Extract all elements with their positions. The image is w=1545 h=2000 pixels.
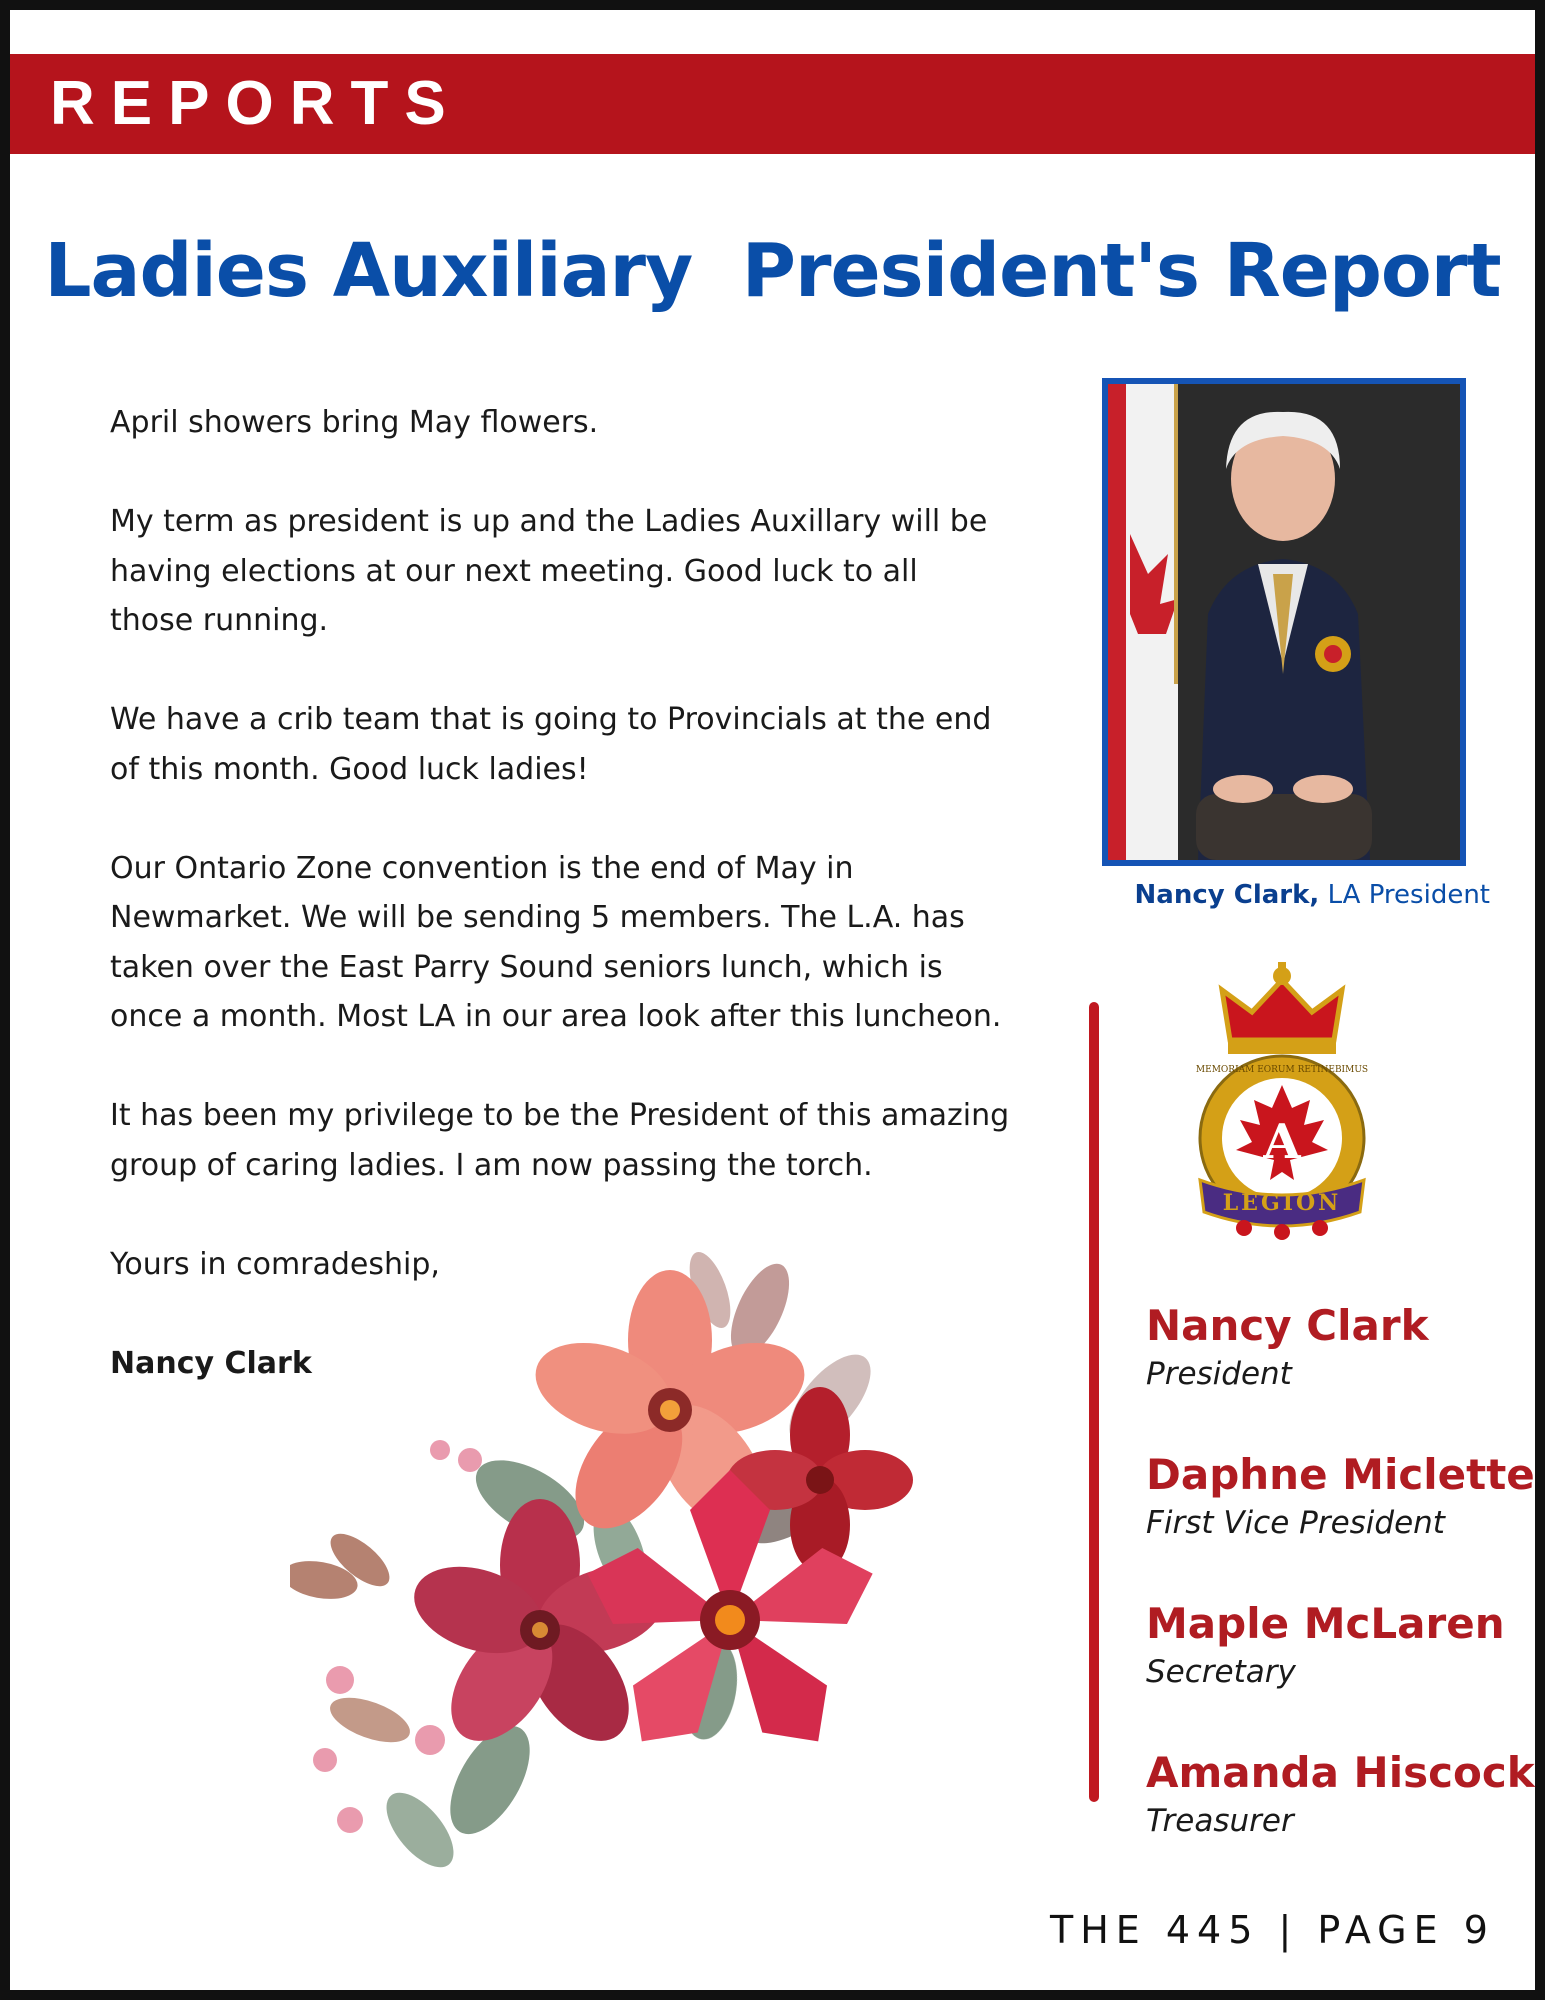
paragraph: April showers bring May flowers. [110,405,599,440]
officer-name: Nancy Clark [1146,1301,1429,1350]
officer-role: Secretary [1146,1654,1296,1690]
watercolor-flowers-illustration [290,1220,1010,1940]
paragraph: Our Ontario Zone convention is the end of May in Newmarket. We will be sending 5 members. The L.A. has taken over the East Parry Sound seniors lunch, which is once a month. Most LA in our area look after this luncheon. [110,850,1002,1034]
caption-role: LA President [1319,880,1490,910]
paragraph: Yours in comradeship, [110,1246,440,1282]
page-footer: THE 445 | PAGE 9 [1050,1908,1495,1952]
crest-letter: A [1263,1114,1301,1170]
officer-role: Treasurer [1146,1803,1294,1839]
officer-entry [1146,1300,1526,1449]
section-label: REPORTS [50,69,462,138]
paragraph: It has been my privilege to be the President of this amazing group of caring ladies. I am now passing the torch. [110,1098,1010,1183]
officer-list [1146,1300,1535,1896]
officer-role: First Vice President [1146,1505,1445,1541]
president-photo [1102,378,1466,866]
officer-name: Amanda Hiscock [1146,1748,1535,1797]
crest-motto: MEMORIAM EORUM RETINEBIMUS [1195,1065,1369,1075]
crest-banner-text: LEGION [1222,1190,1342,1216]
officer-name: Maple McLaren [1146,1599,1505,1648]
portrait-illustration [1108,384,1460,860]
legion-crest-logo [1182,960,1382,1250]
caption-name: Nancy Clark, [1134,880,1320,910]
paragraph: My term as president is up and the Ladies Auxillary will be having elections at our next meeting. Good luck to all those running. [110,504,988,638]
paragraph: We have a crib team that is going to Provincials at the end of this month. Good luck ladies! [110,702,992,787]
divider-rule [1089,1002,1099,1802]
officer-role: President [1146,1356,1292,1392]
officer-entry [1146,1747,1535,1896]
page-title: Ladies Auxiliary President's Report [44,228,1501,314]
signature: Nancy Clark [110,1345,312,1381]
officer-entry [1146,1598,1526,1747]
officer-name: Daphne Miclette [1146,1450,1535,1499]
section-banner [10,54,1535,154]
officer-entry [1146,1449,1535,1598]
photo-caption [1080,880,1490,910]
